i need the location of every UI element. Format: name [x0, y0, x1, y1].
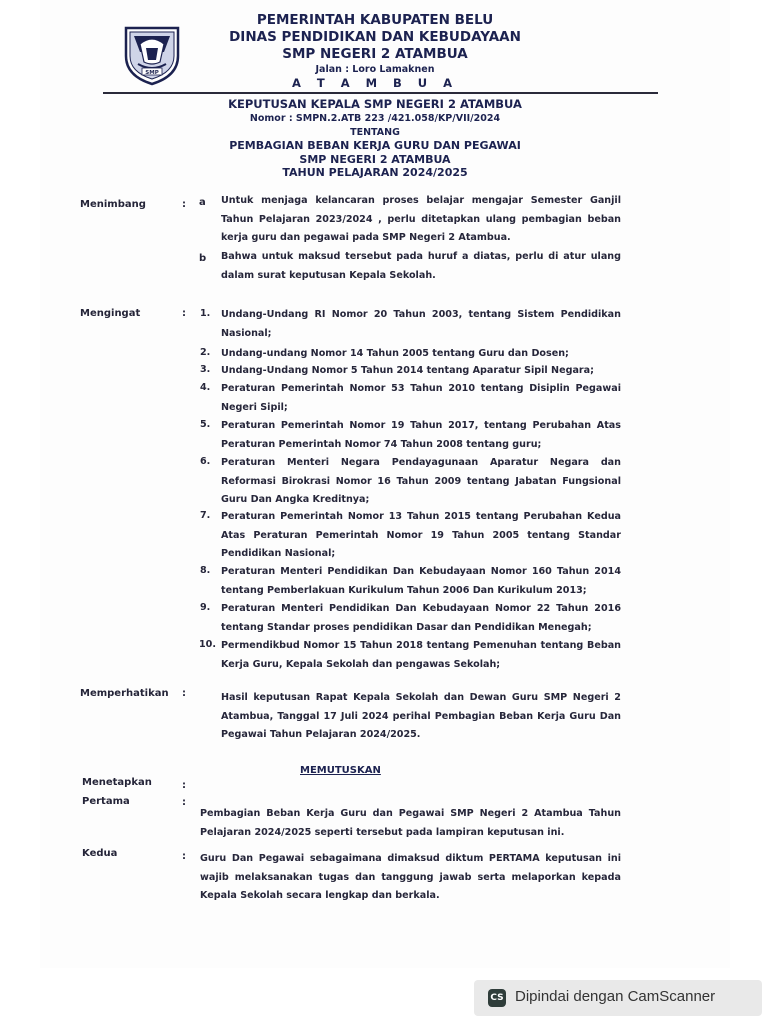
decree-subject-line-3: TAHUN PELAJARAN 2024/2025 — [282, 166, 468, 179]
school-address: Jalan : Loro Lamaknen — [315, 64, 435, 75]
regency-emblem-logo — [120, 22, 184, 86]
pertama-text: Pembagian Beban Kerja Guru dan Pegawai SMP Negeri 2 Atambua Tahun Pelajaran 2024/2025 seperti tersebut pada lampiran keputusan ini. — [200, 808, 621, 838]
mengingat-item-text: Permendikbud Nomor 15 Tahun 2018 tentang Pemenuhan tentang Beban Kerja Guru, Kepala Sekolah dan pengawas Sekolah; — [221, 640, 621, 670]
mengingat-item-text: Undang-undang Nomor 14 Tahun 2005 tentang Guru dan Dosen; — [221, 348, 569, 359]
camscanner-logo-icon: CS — [488, 989, 506, 1007]
kedua-colon: : — [182, 851, 186, 862]
menimbang-point-a: Untuk menjaga kelancaran proses belajar mengajar Semester Ganjil Tahun Pelajaran 2023/2024 , perlu ditetapkan ulang pembagian beban kerja guru dan pegawai pada SMP Negeri 2 Atambua. — [221, 195, 621, 243]
mengingat-item-text: Peraturan Pemerintah Nomor 19 Tahun 2017, tentang Perubahan Atas Peraturan Pemerintah Nomor 74 Tahun 2008 tentang guru; — [221, 420, 621, 450]
mengingat-item-number: 1. — [200, 308, 211, 319]
mengingat-item-number: 2. — [200, 347, 211, 358]
menetapkan-colon: : — [182, 780, 186, 791]
kedua-label: Kedua — [82, 848, 118, 859]
mengingat-item-number: 9. — [200, 602, 211, 613]
kedua-text: Guru Dan Pegawai sebagaimana dimaksud diktum PERTAMA keputusan ini wajib melaksanakan tugas dan tanggung jawab serta melaporkan kepada Kepala Sekolah secara lengkap dan berkala. — [200, 853, 621, 901]
mengingat-label: Mengingat — [80, 308, 141, 319]
mengingat-colon: : — [182, 308, 186, 319]
camscanner-watermark — [474, 980, 762, 1016]
mengingat-item-number: 4. — [200, 382, 211, 393]
mengingat-item-number: 3. — [200, 364, 211, 375]
school-city: A T A M B U A — [291, 76, 459, 90]
pertama-label: Pertama — [82, 796, 130, 807]
mengingat-item-text: Undang-Undang RI Nomor 20 Tahun 2003, tentang Sistem Pendidikan Nasional; — [221, 309, 621, 339]
mengingat-item-number: 5. — [200, 419, 211, 430]
mengingat-item-text: Peraturan Pemerintah Nomor 13 Tahun 2015 tentang Perubahan Kedua Atas Peraturan Pemerintah Nomor 19 Tahun 2005 tentang Standar Pendidikan Nasional; — [221, 511, 621, 559]
mengingat-item-number: 7. — [200, 510, 211, 521]
department-name: DINAS PENDIDIKAN DAN KEBUDAYAAN — [229, 29, 521, 45]
mengingat-item-number: 10. — [199, 639, 216, 650]
decree-title-block — [160, 97, 590, 180]
logo-caption: SMP — [145, 70, 159, 76]
pertama-colon: : — [182, 797, 186, 808]
letterhead — [190, 12, 560, 91]
decree-title: KEPUTUSAN KEPALA SMP NEGERI 2 ATAMBUA — [228, 97, 522, 111]
government-name: PEMERINTAH KABUPATEN BELU — [256, 12, 494, 28]
menimbang-label: Menimbang — [80, 199, 146, 210]
decree-subject-line-2: SMP NEGERI 2 ATAMBUA — [299, 152, 451, 166]
menimbang-colon: : — [182, 199, 186, 210]
school-name: SMP NEGERI 2 ATAMBUA — [282, 46, 468, 62]
menimbang-letter-b: b — [199, 253, 207, 264]
memperhatikan-text: Hasil keputusan Rapat Kepala Sekolah dan Dewan Guru SMP Negeri 2 Atambua, Tanggal 17 Juli 2024 perihal Pembagian Beban Kerja Guru Dan Pegawai Tahun Pelajaran 2024/2025. — [221, 692, 621, 740]
memperhatikan-label: Memperhatikan — [80, 688, 169, 699]
mengingat-item-number: 8. — [200, 565, 211, 576]
mengingat-item-text: Peraturan Menteri Negara Pendayagunaan Aparatur Negara dan Reformasi Birokrasi Nomor 16 Tahun 2009 tentang Jabatan Fungsional Guru Dan Angka Kreditnya; — [221, 457, 621, 505]
menetapkan-label: Menetapkan — [82, 777, 152, 788]
menimbang-point-b: Bahwa untuk maksud tersebut pada huruf a diatas, perlu di atur ulang dalam surat keputusan Kepala Sekolah. — [221, 251, 621, 281]
menimbang-letter-a: a — [199, 197, 206, 208]
mengingat-item-text: Peraturan Pemerintah Nomor 53 Tahun 2010 tentang Disiplin Pegawai Negeri Sipil; — [221, 383, 621, 413]
mengingat-item-text: Undang-Undang Nomor 5 Tahun 2014 tentang Aparatur Sipil Negara; — [221, 365, 594, 376]
decree-subject-line-1: PEMBAGIAN BEBAN KERJA GURU DAN PEGAWAI — [229, 139, 521, 152]
mengingat-item-text: Peraturan Menteri Pendidikan Dan Kebudayaan Nomor 22 Tahun 2016 tentang Standar proses pendidikan Dasar dan Pendidikan Menegah; — [221, 603, 621, 633]
camscanner-label: Dipindai dengan CamScanner — [515, 988, 716, 1005]
memperhatikan-colon: : — [182, 688, 186, 699]
mengingat-item-text: Peraturan Menteri Pendidikan Dan Kebudayaan Nomor 160 Tahun 2014 tentang Pemberlakuan Kurikulum Tahun 2006 Dan Kurikulum 2013; — [221, 566, 621, 596]
decree-about: TENTANG — [350, 126, 400, 138]
mengingat-item-number: 6. — [200, 456, 211, 467]
decree-number: Nomor : SMPN.2.ATB 223 /421.058/KP/VII/2024 — [249, 113, 501, 124]
memutuskan-heading: MEMUTUSKAN — [300, 765, 381, 776]
letterhead-divider — [103, 92, 658, 94]
